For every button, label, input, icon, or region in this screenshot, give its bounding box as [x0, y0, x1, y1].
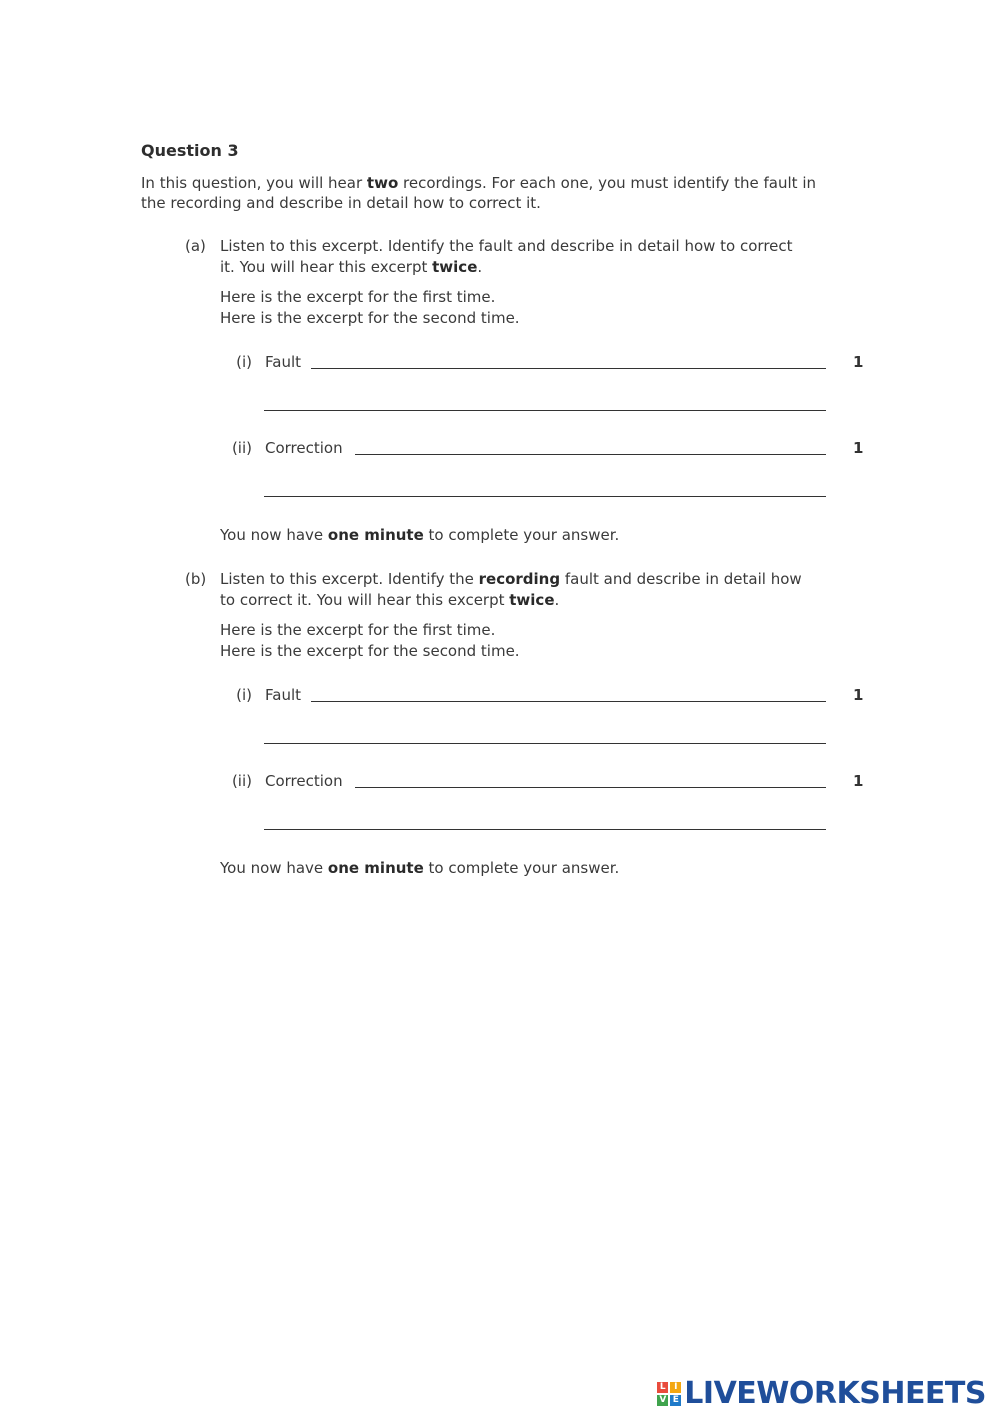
logo-tile-l: L	[657, 1382, 668, 1393]
part-b-footer: You now have one minute to complete your answer.	[220, 859, 620, 877]
part-a-i-number: (i)	[236, 353, 252, 371]
liveworksheets-logo	[657, 1376, 986, 1411]
part-a-second-time: Here is the excerpt for the second time.	[220, 309, 520, 327]
part-b-correction-answer-line[interactable]	[355, 787, 826, 788]
part-a-first-time: Here is the excerpt for the first time.	[220, 288, 496, 306]
question-title: Question 3	[141, 141, 239, 160]
part-b-correction-answer-line-2[interactable]	[264, 829, 826, 830]
part-b-ii-number: (ii)	[231, 772, 252, 790]
question-intro-line2: the recording and describe in detail how to correct it.	[141, 194, 541, 212]
part-b-i-label: Fault	[265, 686, 301, 704]
part-a-instruction-line1: Listen to this excerpt. Identify the fault and describe in detail how to correct	[220, 237, 793, 255]
logo-tile-e: E	[670, 1395, 681, 1406]
part-b-i-mark: 1	[853, 686, 864, 704]
part-b-instruction-line1: Listen to this excerpt. Identify the recording fault and describe in detail how	[220, 570, 802, 588]
part-b-ii-label: Correction	[265, 772, 343, 790]
part-a-ii-label: Correction	[265, 439, 343, 457]
part-a-i-label: Fault	[265, 353, 301, 371]
part-a-correction-answer-line[interactable]	[355, 454, 826, 455]
question-intro-line1: In this question, you will hear two recordings. For each one, you must identify the fault in	[141, 174, 816, 192]
part-a-instruction-line2: it. You will hear this excerpt twice.	[220, 258, 483, 276]
part-b-ii-mark: 1	[853, 772, 864, 790]
part-a-fault-answer-line-2[interactable]	[264, 410, 826, 411]
logo-tile-v: V	[657, 1395, 668, 1406]
logo-tile-i: I	[670, 1382, 681, 1393]
part-b-fault-answer-line-2[interactable]	[264, 743, 826, 744]
part-b-letter: (b)	[185, 570, 207, 588]
logo-tiles-icon	[657, 1382, 681, 1406]
part-a-ii-number: (ii)	[231, 439, 252, 457]
part-b-first-time: Here is the excerpt for the first time.	[220, 621, 496, 639]
part-a-i-mark: 1	[853, 353, 864, 371]
part-b-instruction-line2: to correct it. You will hear this excerpt twice.	[220, 591, 560, 609]
part-a-correction-answer-line-2[interactable]	[264, 496, 826, 497]
part-b-second-time: Here is the excerpt for the second time.	[220, 642, 520, 660]
part-b-fault-answer-line[interactable]	[311, 701, 826, 702]
logo-text: LIVEWORKSHEETS	[684, 1376, 986, 1411]
part-a-footer: You now have one minute to complete your answer.	[220, 526, 620, 544]
part-b-i-number: (i)	[236, 686, 252, 704]
part-a-ii-mark: 1	[853, 439, 864, 457]
part-a-fault-answer-line[interactable]	[311, 368, 826, 369]
part-a-letter: (a)	[185, 237, 206, 255]
